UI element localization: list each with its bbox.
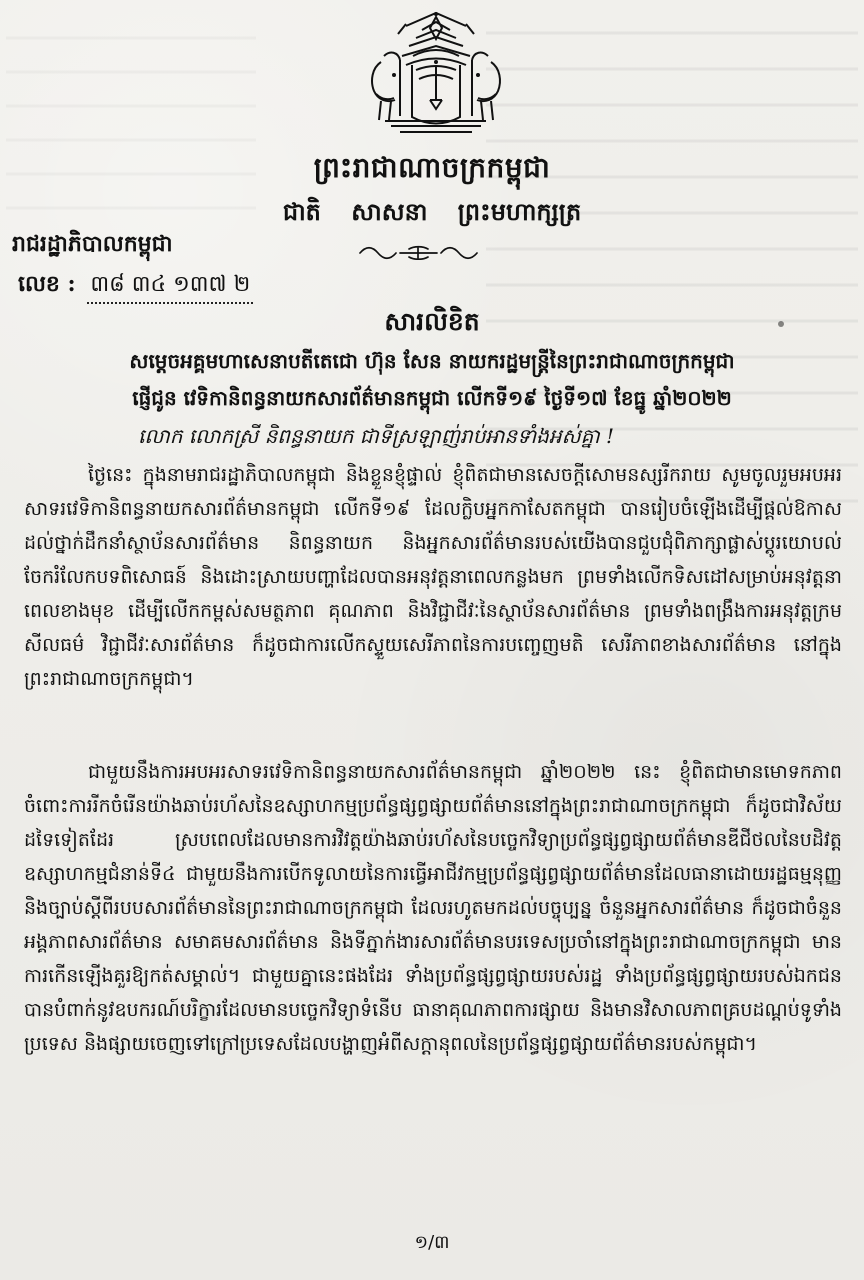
body-paragraph: ជាមួយនឹងការអបអរសាទរវេទិកានិពន្ធនាយកសារព័ត៌មានកម្ពុជា ឆ្នាំ២០២២ នេះ ខ្ញុំពិតជាមានមោទកភាពចំពោះការរីកចំរើនយ៉ាងឆាប់រហ័សនៃឧស្សាហកម្មប្រព័ន្ធផ្សព្វផ្សាយព័ត៌មាននៅក្នុងព្រះរាជាណាចក្រកម្ពុជា ក៏ដូចជាវិស័យដទៃទៀតដែរ ស្របពេលដែលមានការវិវត្តយ៉ាងឆាប់រហ័សនៃបច្ចេកវិទ្យាប្រព័ន្ធផ្សព្វផ្សាយព័ត៌មានឌីជីថលនៃបដិវត្តឧស្សាហកម្មជំនាន់ទី៤ ជាមួយនឹងការបើកទូលាយនៃការធ្វើអាជីវកម្មប្រព័ន្ធផ្សព្វផ្សាយព័ត៌មានដែលធានាដោយរដ្ឋធម្មនុញ្ញ និងច្បាប់ស្តីពីរបបសារព័ត៌មាននៃព្រះរាជាណាចក្រកម្ពុជា ដែលរហូតមកដល់បច្ចុប្បន្ន ចំនួនអ្នកសារព័ត៌មាន ក៏ដូចជាចំនួនអង្គភាពសារព័ត៌មាន សមាគមសារព័ត៌មាន និងទីភ្នាក់ងារសារព័ត៌មានបរទេសប្រចាំនៅក្នុងព្រះរាជាណាចក្រកម្ពុជា មានការកើនឡើងគួរឱ្យកត់សម្គាល់។ ជាមួយគ្នានេះផងដែរ ទាំងប្រព័ន្ធផ្សព្វផ្សាយរបស់រដ្ឋ ទាំងប្រព័ន្ធផ្សព្វផ្សាយរបស់ឯកជនបានបំពាក់នូវឧបករណ៍បរិក្ខារដែលមានបច្ចេកវិទ្យាទំនើប ធានាគុណភាពការផ្សាយ និងមានវិសាលភាពគ្របដណ្តប់ទូទាំងប្រទេស និងផ្សាយចេញទៅក្រៅប្រទេសដែលបង្ហាញអំពីសក្តានុពលនៃប្រព័ន្ធផ្សព្វផ្សាយព័ត៌មានរបស់កម្ពុជា។ <box>24 761 842 1055</box>
national-motto: ជាតិ សាសនា ព្រះមហាក្សត្រ <box>282 197 582 226</box>
document-number-label: លេខ : <box>18 271 76 297</box>
kingdom-header: ព្រះរាជាណាចក្រកម្ពុជា <box>313 151 551 184</box>
document-number <box>18 270 253 304</box>
body-paragraph: ថ្ងៃនេះ ក្នុងនាមរាជរដ្ឋាភិបាលកម្ពុជា និងខ្លួនខ្ញុំផ្ទាល់ ខ្ញុំពិតជាមានសេចក្តីសោមនស្សរីករាយ សូមចូលរួមអបអរសាទរវេទិកានិពន្ធនាយកសារព័ត៌មានកម្ពុជា លើកទី១៩ ដែលក្លិបអ្នកកាសែតកម្ពុជា បានរៀបចំឡើងដើម្បីផ្តល់ឱកាសដល់ថ្នាក់ដឹកនាំស្ថាប័នសារព័ត៌មាន និពន្ធនាយក និងអ្នកសារព័ត៌មានរបស់យើងបានជួបជុំពិភាក្សាផ្លាស់ប្តូរយោបល់ ចែករំលែកបទពិសោធន៍ និងដោះស្រាយបញ្ហាដែលបានអនុវត្តនាពេលកន្លងមក ព្រមទាំងលើកទិសដៅសម្រាប់អនុវត្តនាពេលខាងមុខ ដើម្បីលើកកម្ពស់សមត្ថភាព គុណភាព និងវិជ្ជាជីវៈនៃស្ថាប័នសារព័ត៌មាន ព្រមទាំងពង្រឹងការអនុវត្តក្រមសីលធម៌ វិជ្ជាជីវៈសារព័ត៌មាន ក៏ដូចជាការលើកស្ទួយសេរីភាពនៃការបញ្ចេញមតិ សេរីភាពខាងសារព័ត៌មាន នៅក្នុងព្រះរាជាណាចក្រកម្ពុជា។ <box>24 464 842 690</box>
document-title: សារលិខិត <box>384 307 480 336</box>
issuing-ministry: រាជរដ្ឋាភិបាលកម្ពុជា <box>12 231 173 257</box>
page-number: ១/៣ <box>414 1232 450 1253</box>
document-number-value: ៣៨ ៣៤ ១៣៧ ២ <box>87 270 253 304</box>
royal-coat-of-arms-icon <box>360 8 512 136</box>
decorative-divider-icon <box>356 244 481 260</box>
document-subtitle-line-1: សម្តេចអគ្គមហាសេនាបតីតេជោ ហ៊ុន សែន នាយករដ្ឋមន្ត្រីនៃព្រះរាជាណាចក្រកម្ពុជា <box>129 349 735 373</box>
salutation: លោក លោកស្រី និពន្ធនាយក ជាទីស្រឡាញ់រាប់អានទាំងអស់គ្នា ! <box>138 424 615 448</box>
scan-speck <box>778 321 784 327</box>
document-subtitle-line-2: ផ្ញើជូន វេទិកានិពន្ធនាយកសារព័ត៌មានកម្ពុជា លើកទី១៩ ថ្ងៃទី១៧ ខែធ្នូ ឆ្នាំ២០២២ <box>132 386 732 410</box>
